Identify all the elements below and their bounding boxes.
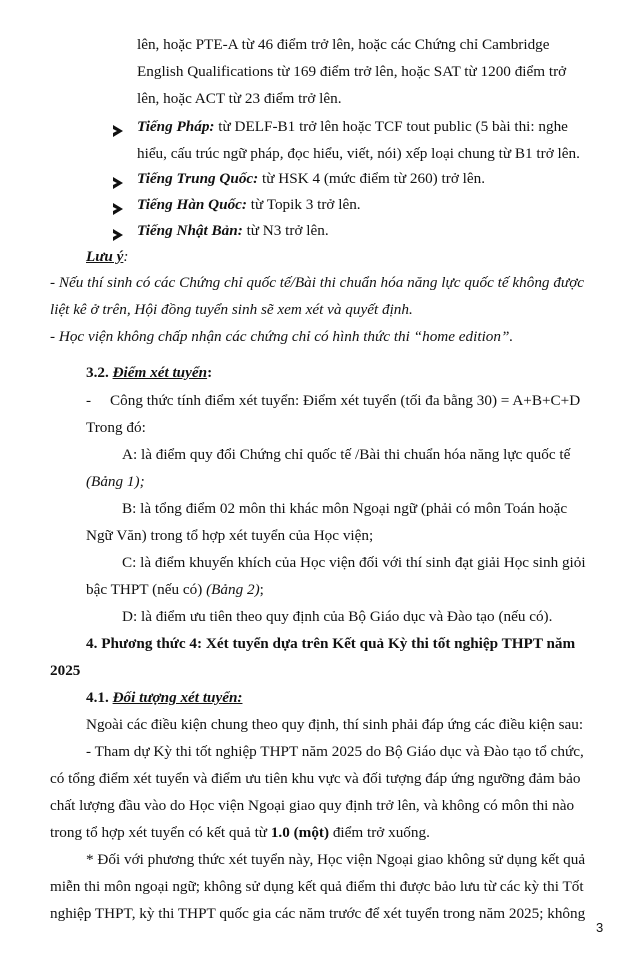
component-c: C: là điểm khuyến khích của Học viện đối với thí sinh đạt giải Học sinh giỏi: [122, 554, 586, 571]
language-label: Tiếng Hàn Quốc:: [137, 196, 247, 213]
text-line: lên, hoặc PTE-A từ 46 điểm trở lên, hoặc các Chứng chỉ Cambridge: [137, 36, 550, 53]
language-requirement: từ DELF-B1 trở lên hoặc TCF tout public (5 bài thi: nghe: [214, 118, 568, 135]
page-number: 3: [596, 920, 604, 935]
component-a: A: là điểm quy đổi Chứng chỉ quốc tế /Bài thi chuẩn hóa năng lực quốc tế: [122, 446, 571, 463]
text-line: hiểu, cấu trúc ngữ pháp, đọc hiểu, viết, nói) xếp loại chung từ B1 trở lên.: [137, 145, 580, 162]
section-heading-4: 4. Phương thức 4: Xét tuyển dựa trên Kết quả Kỳ thi tốt nghiệp THPT năm: [86, 635, 576, 652]
paragraph-line: Ngoài các điều kiện chung theo quy định, thí sinh phải đáp ứng các điều kiện sau:: [86, 716, 584, 733]
formula-dash: -: [86, 392, 92, 409]
arrow-bullet-icon: [113, 203, 123, 215]
note-line: liệt kê ở trên, Hội đồng tuyển sinh sẽ xem xét và quyết định.: [50, 301, 413, 318]
text-line: lên, hoặc ACT từ 23 điểm trở lên.: [137, 90, 342, 107]
arrow-bullet-icon: [113, 177, 123, 189]
paragraph-line: trong tổ hợp xét tuyển có kết quả từ 1.0 (một) điểm trở xuống.: [50, 824, 430, 841]
table-reference: (Bảng 1);: [86, 473, 145, 490]
component-d: D: là điểm ưu tiên theo quy định của Bộ Giáo dục và Đào tạo (nếu có).: [122, 608, 553, 625]
section-heading-4-cont: 2025: [50, 662, 81, 679]
paragraph-line: * Đối với phương thức xét tuyển này, Học viện Ngoại giao không sử dụng kết quả: [86, 851, 586, 868]
arrow-bullet-icon: [113, 125, 123, 137]
language-requirement: từ HSK 4 (mức điểm từ 260) trở lên.: [258, 170, 485, 187]
language-item-japanese: [137, 222, 329, 240]
text-line: English Qualifications từ 169 điểm trở lên, hoặc SAT từ 1200 điểm trở: [137, 63, 567, 80]
language-item-chinese: [137, 170, 485, 188]
language-requirement: từ N3 trở lên.: [242, 222, 329, 239]
language-label: Tiếng Nhật Bản:: [137, 222, 243, 239]
text-line: bậc THPT (nếu có) (Bảng 2);: [86, 581, 264, 598]
formula-line: Công thức tính điểm xét tuyển: Điểm xét tuyển (tối đa bằng 30) = A+B+C+D: [110, 392, 581, 409]
text-line: Ngữ Văn) trong tổ hợp xét tuyển của Học viện;: [86, 527, 374, 544]
section-heading-4-1: 4.1. Đối tượng xét tuyển:: [86, 689, 243, 706]
language-requirement: từ Topik 3 trở lên.: [246, 196, 361, 213]
paragraph-line: có tổng điểm xét tuyển và điểm ưu tiên khu vực và đối tượng đáp ứng ngưỡng đảm bảo: [50, 770, 581, 787]
language-item-french: [137, 118, 568, 136]
section-heading-3-2: 3.2. Điểm xét tuyển:: [86, 364, 213, 381]
paragraph-line: miễn thi môn ngoại ngữ; không sử dụng kết quả điểm thi được bảo lưu từ các kỳ thi Tốt: [50, 878, 584, 895]
table-reference: (Bảng 2): [206, 581, 260, 598]
language-label: Tiếng Pháp:: [137, 118, 215, 135]
paragraph-line: chất lượng đầu vào do Học viện Ngoại giao quy định trở lên, và không có môn thi nào: [50, 797, 575, 814]
arrow-bullet-icon: [113, 229, 123, 241]
note-heading: Lưu ý:: [86, 248, 129, 265]
note-line: - Nếu thí sinh có các Chứng chỉ quốc tế/Bài thi chuẩn hóa năng lực quốc tế không được: [50, 274, 585, 291]
language-item-korean: [137, 196, 361, 214]
note-line: - Học viện không chấp nhận các chứng chỉ có hình thức thi “home edition”.: [50, 328, 514, 345]
text-line: Trong đó:: [86, 419, 146, 436]
component-b: B: là tổng điểm 02 môn thi khác môn Ngoại ngữ (phải có môn Toán hoặc: [122, 500, 568, 517]
language-label: Tiếng Trung Quốc:: [137, 170, 259, 187]
paragraph-line: - Tham dự Kỳ thi tốt nghiệp THPT năm 2025 do Bộ Giáo dục và Đào tạo tổ chức,: [86, 743, 584, 760]
paragraph-line: nghiệp THPT, kỳ thi THPT quốc gia các năm trước để xét tuyển trong năm 2025; không: [50, 905, 586, 922]
